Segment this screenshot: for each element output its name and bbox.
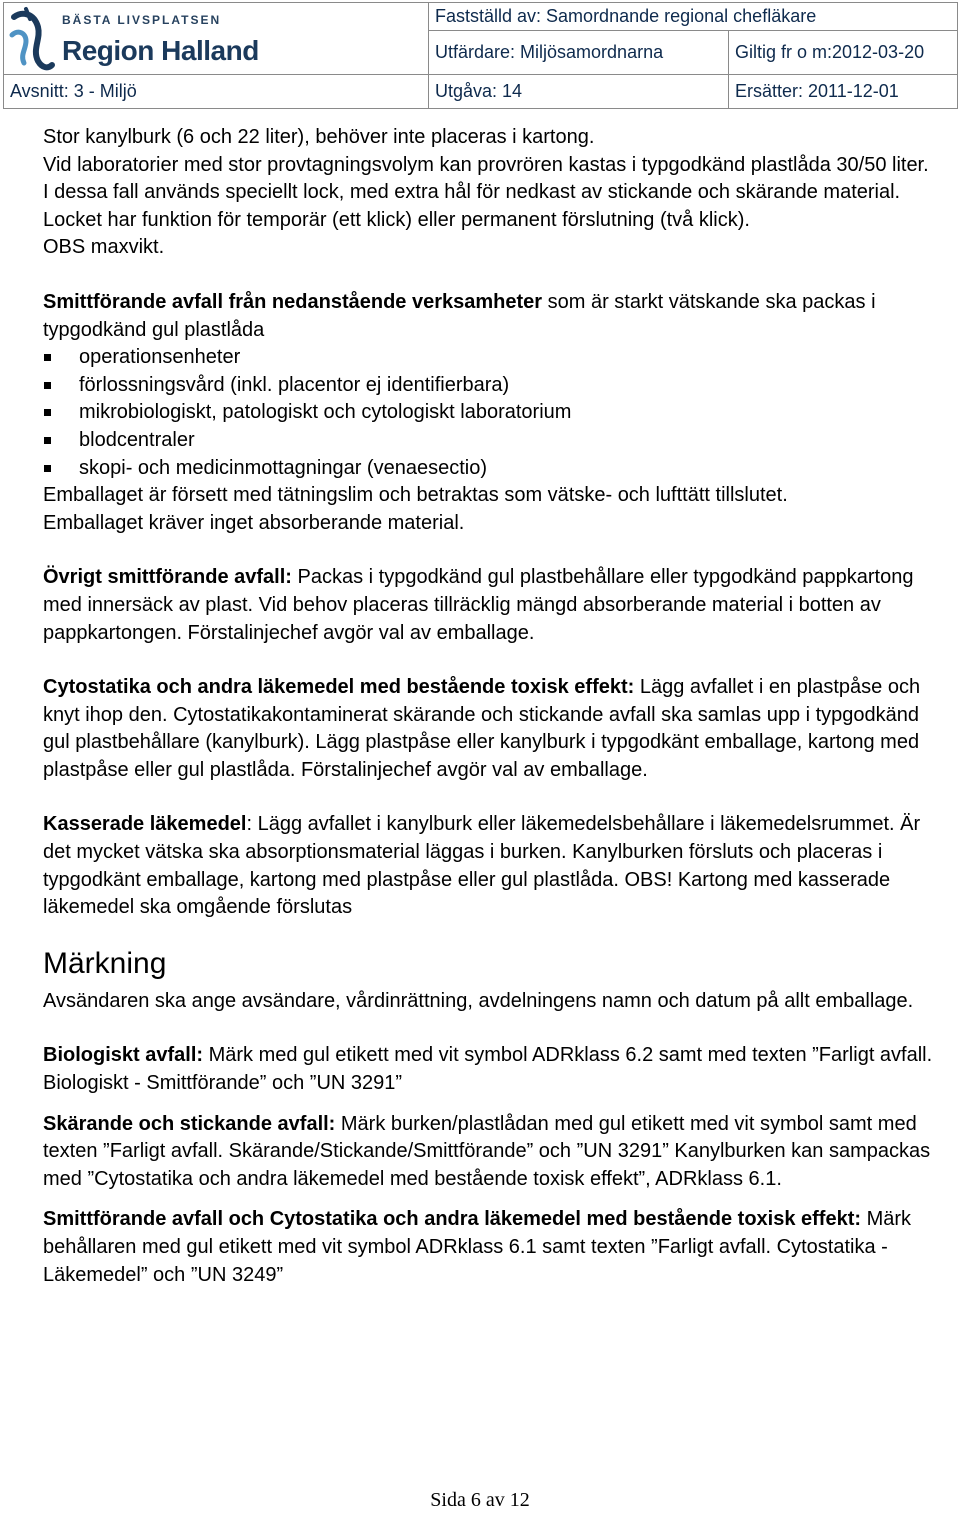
paragraph-line: Locket har funktion för temporär (ett klick) eller permanent förslutning (två klick). [43, 208, 750, 231]
paragraph-other-infectious: Övrigt smittförande avfall: Packas i typgodkänd gul plastbehållare eller typgodkänd pappkartong med innersäck av plast. Vid behov placeras tillräcklig mängd absorberande material i botten av pappkartongen. Förstalinjechef avgör val av emballage. [43, 566, 914, 644]
list-item: förlossningsvård (inkl. placentor ej identifierbara) [43, 372, 948, 400]
established-by: Fastställd av: Samordnande regional chefläkare [429, 3, 958, 31]
issuer: Utfärdare: Miljösamordnarna [429, 31, 729, 75]
bold-lead: Smittförande avfall och Cytostatika och andra läkemedel med bestående toxisk effekt: [43, 1208, 862, 1231]
logo-emblem-icon [8, 5, 58, 75]
document-header [3, 2, 958, 109]
paragraph-infectious-cytostatics: Smittförande avfall och Cytostatika och andra läkemedel med bestående toxisk effekt: Märk behållaren med gul etikett med vit symbol ADRklass 6.1 samt texten ”Farligt avfall. Cytostatika - Läkemedel” och ”UN 3249” [43, 1208, 912, 1286]
page-number: Sida 6 av 12 [430, 1489, 530, 1511]
bold-lead: Kasserade läkemedel [43, 813, 247, 836]
paragraph-biological: Biologiskt avfall: Märk med gul etikett med vit symbol ADRklass 6.2 samt med texten ”Farligt avfall. Biologiskt - Smittförande” och ”UN 3291” [43, 1044, 933, 1095]
paragraph-infectious-liquid: Smittförande avfall från nedanstående verksamheter som är starkt vätskande ska packas i typgodkänd gul plastlåda [43, 290, 876, 341]
list-item: operationsenheter [43, 344, 948, 372]
replaces: Ersätter: 2011-12-01 [729, 75, 958, 109]
paragraph-cytostatics: Cytostatika och andra läkemedel med bestående toxisk effekt: Lägg avfallet i en plastpåse och knyt ihop den. Cytostatikakontaminerat skärande och stickande avfall ska samlas upp i typgodkänd gul plastbehållare (kanylburk). Lägg plastpåse eller kanylburk i typgodkänt emballage, kartong med plastpåse eller gul plastlåda. Förstalinjechef avgör val av emballage. [43, 676, 921, 781]
bold-lead: Smittförande avfall från nedanstående verksamheter [43, 290, 543, 313]
activity-list [43, 344, 948, 482]
bold-lead: Skärande och stickande avfall: [43, 1112, 336, 1135]
paragraph-line: Stor kanylburk (6 och 22 liter), behöver inte placeras i kartong. [43, 126, 595, 148]
logo-tagline: BÄSTA LIVSPLATSEN [62, 13, 222, 27]
region-halland-logo [8, 5, 258, 75]
valid-from: Giltig fr o m:2012-03-20 [729, 31, 958, 75]
paragraph-marking-intro: Avsändaren ska ange avsändare, vårdinrättning, avdelningens namn och datum på allt emballage. [43, 989, 914, 1012]
logo-cell [4, 3, 429, 75]
paragraph-line: Emballaget är försett med tätningslim och betraktas som vätske- och lufttätt tillslutet. [43, 484, 788, 507]
list-item: blodcentraler [43, 427, 948, 455]
paragraph-sharps: Skärande och stickande avfall: Märk burken/plastlådan med gul etikett med vit symbol samt med texten ”Farligt avfall. Skärande/Stickande/Smittförande” och ”UN 3291” Kanylburken kan sampackas med ”Cytostatika och andra läkemedel med bestående toxisk effekt”, ADRklass 6.1. [43, 1112, 931, 1190]
document-body [43, 124, 948, 1289]
paragraph-line: Emballaget kräver inget absorberande material. [43, 511, 465, 534]
paragraph-line: OBS maxvikt. [43, 236, 165, 259]
list-item: mikrobiologiskt, patologiskt och cytologiskt laboratorium [43, 399, 948, 427]
paragraph-line: Vid laboratorier med stor provtagningsvolym kan provrören kastas i typgodkänd plastlåda 30/50 liter. [43, 153, 929, 176]
bold-lead: Cytostatika och andra läkemedel med bestående toxisk effekt: [43, 676, 635, 699]
bold-lead: Biologiskt avfall: [43, 1044, 204, 1067]
paragraph-line: I dessa fall används speciellt lock, med extra hål för nedkast av stickande och skärande material. [43, 181, 901, 204]
edition: Utgåva: 14 [429, 75, 729, 109]
paragraph-discarded-drugs: Kasserade läkemedel: Lägg avfallet i kanylburk eller läkemedelsbehållare i läkemedelsrummet. Är det mycket vätska ska absorptionsmaterial läggas i burken. Kanylburken försluts och placeras i typgodkänt emballage, kartong med plastpåse eller gul plastlåda. OBS! Kartong med kasserade läkemedel ska omgående förslutas [43, 813, 921, 919]
bold-lead: Övrigt smittförande avfall: [43, 566, 292, 589]
list-item: skopi- och medicinmottagningar (venaesectio) [43, 455, 948, 483]
logo-name: Region Halland [62, 35, 259, 66]
section: Avsnitt: 3 - Miljö [4, 75, 429, 109]
section-heading: Märkning [43, 946, 167, 980]
